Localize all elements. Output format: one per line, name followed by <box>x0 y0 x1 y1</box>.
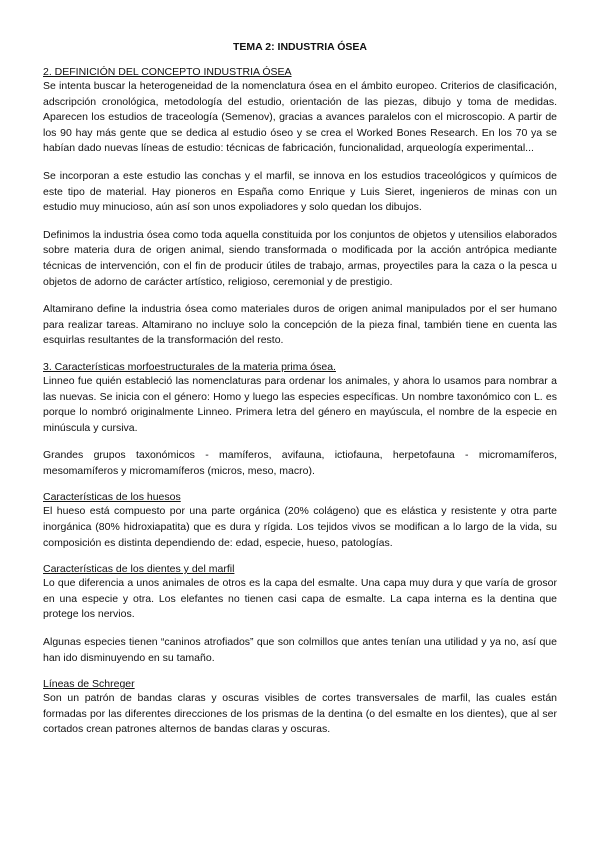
paragraph: Se intenta buscar la heterogeneidad de la nomenclatura ósea en el ámbito europeo. Criterios de clasificación, adscripción cronológica, metodología del estudio, orientación de las piezas, dibujo y toma de medidas. Aparecen los estudios de traceología (Semenov), gracias a avances paralelos con el microscopio. A partir de los 90 hay más gente que se dedica al estudio óseo y se crea el Worked Bones Research. En los 70 ya se habían dado nuevas líneas de estudio: técnicas de fabricación, funcionalidad, arqueología experimental... <box>43 80 557 155</box>
paragraph: Grandes grupos taxonómicos - mamíferos, avifauna, ictiofauna, herpetofauna - micromamíferos, mesomamíferos y micromamíferos (micros, meso, macro). <box>43 449 557 477</box>
paragraph: Algunas especies tienen “caninos atrofiados” que son colmillos que antes tenían una utilidad y ya no, así que han ido disminuyendo en su tamaño. <box>43 636 557 664</box>
section-heading-dientes: Características de los dientes y del marfil <box>43 563 235 576</box>
paragraph: Linneo fue quién estableció las nomenclaturas para ordenar los animales, y ahora lo usamos para nombrar a las nuevas. Se inicia con el género: Homo y luego las especies específicas. Un nombre taxonómico con L. es porque lo nombró originalmente Linneo. Primera letra del género en mayúscula, el nombre de la especie en minúscula y cursiva. <box>43 374 557 434</box>
document-page <box>43 40 557 738</box>
paragraph: Se incorporan a este estudio las conchas y el marfil, se innova en los estudios traceológicos y químicos de este tipo de material. Hay pioneros en España como Enrique y Luis Sieret, ingenieros de minas con un estudio muy minucioso, aún así son unos expoliadores y solo quedan los dibujos. <box>43 169 557 214</box>
paragraph: Son un patrón de bandas claras y oscuras visibles de cortes transversales de marfil, las cuales están formadas por las diferentes direcciones de los prismas de la dentina (o del esmalte en los dientes), que al ser cortados crean patrones alternos de bandas claras y oscuras. <box>43 692 557 736</box>
paragraph: Lo que diferencia a unos animales de otros es la capa del esmalte. Una capa muy dura y que varía de grosor en una especie y otra. Los elefantes no tienen casi capa de esmalte. La capa interna es la dentina que protege los nervios. <box>43 577 557 621</box>
paragraph: Definimos la industria ósea como toda aquella constituida por los conjuntos de objetos y utensilios elaborados sobre materia dura de origen animal, siendo transformada o modificada por la acción antrópica mediante técnicas de intervención, con el fin de producir útiles de trabajo, armas, proyectiles para la caza o la pesca u objetos de adorno de carácter artístico, religioso, ceremonial y de prestigio. <box>43 228 557 288</box>
section-heading-definicion: 2. DEFINICIÓN DEL CONCEPTO INDUSTRIA ÓSEA <box>43 66 292 78</box>
paragraph: El hueso está compuesto por una parte orgánica (20% colágeno) que es elástica y resistente y otra parte inorgánica (80% hidroxiapatita) que es dura y rígida. Los tejidos vivos se modifican a lo largo de la vida, su composición es distinta dependiendo de: edad, especie, hueso, patologías. <box>43 505 557 549</box>
section-heading-huesos: Características de los huesos <box>43 491 181 504</box>
section-heading-schreger: Líneas de Schreger <box>43 678 135 691</box>
document-title: TEMA 2: INDUSTRIA ÓSEA <box>233 41 367 53</box>
paragraph: Altamirano define la industria ósea como materiales duros de origen animal manipulados por el ser humano para realizar tareas. Altamirano no incluye solo la concepción de la pieza final, también tiene en cuenta las esquirlas resultantes de la transformación del resto. <box>43 303 557 347</box>
section-heading-caracteristicas: 3. Características morfoestructurales de la materia prima ósea. <box>43 360 336 373</box>
